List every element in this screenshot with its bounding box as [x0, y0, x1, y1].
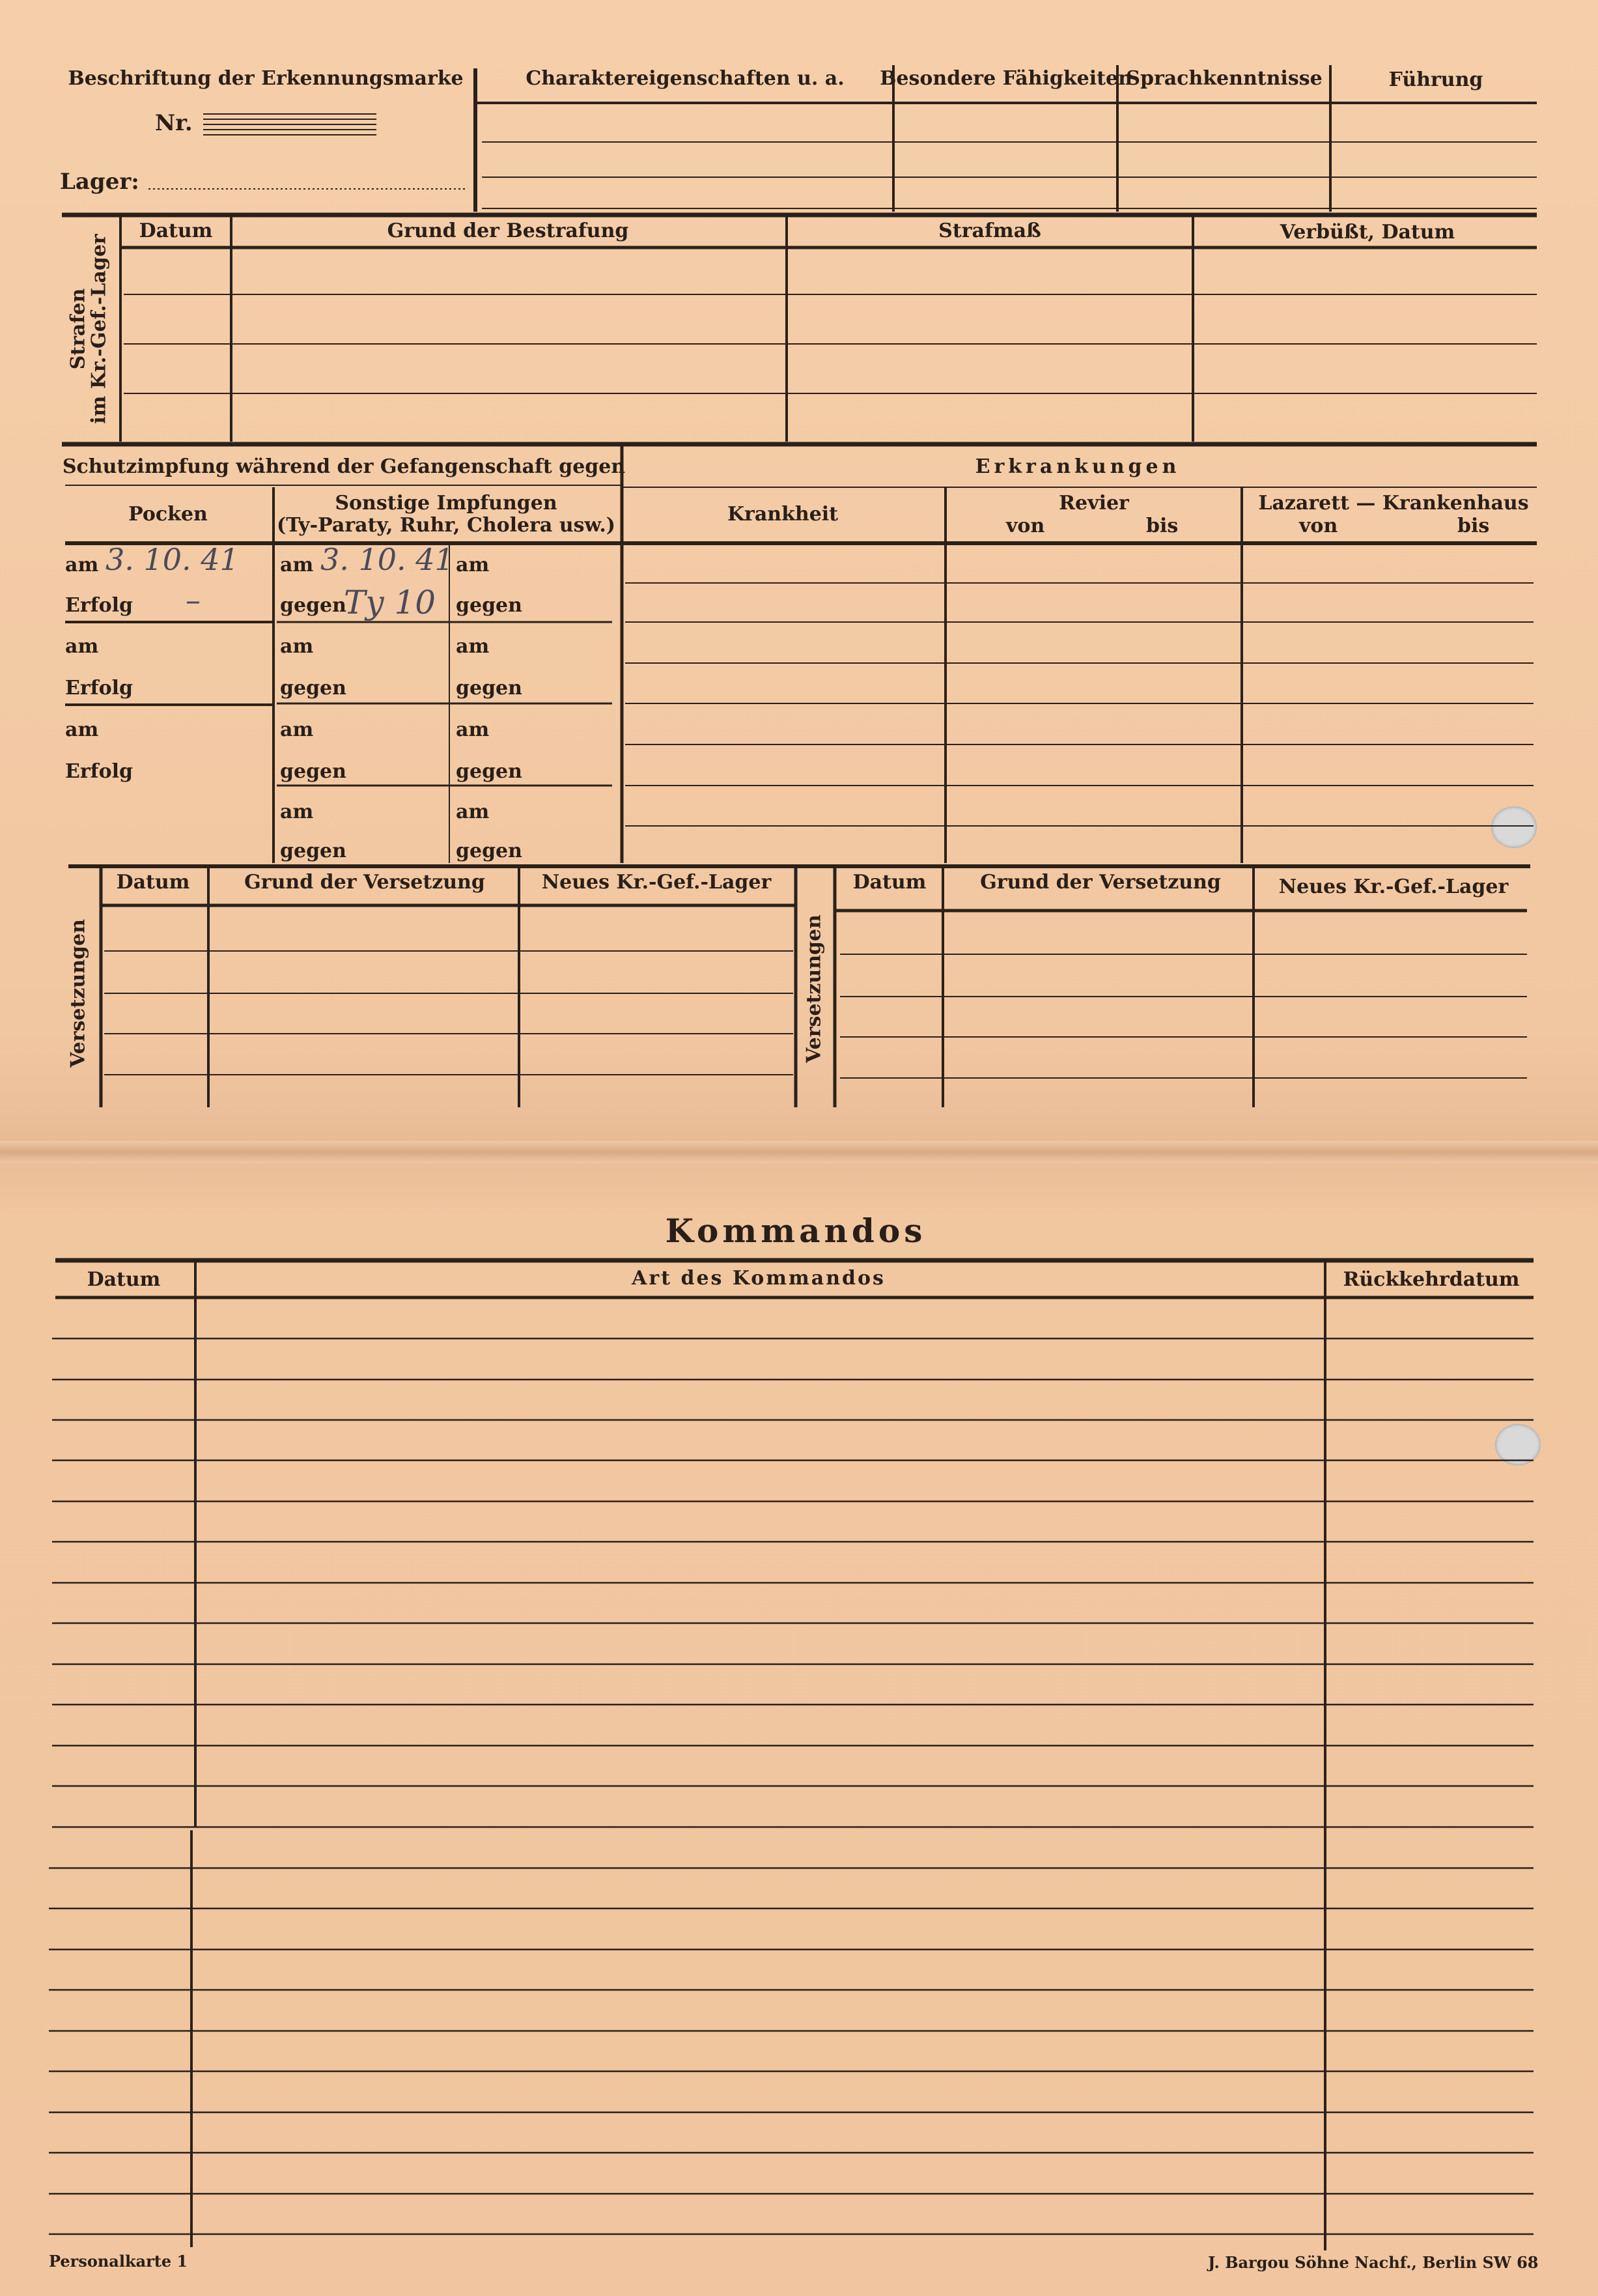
tag-label: Beschriftung der Erkennungsmarke — [68, 67, 464, 90]
transfer-col-camp: Neues Kr.-Gef.-Lager — [1278, 875, 1509, 898]
illnesses-title: Erkrankungen — [975, 455, 1181, 478]
transfer-col-camp: Neues Kr.-Gef.-Lager — [541, 871, 772, 894]
transfer-col-reason: Grund der Versetzung — [980, 871, 1221, 894]
ill-col-hospital: Lazarett — Krankenhaus — [1258, 492, 1529, 515]
punish-col-measure: Strafmaß — [938, 220, 1041, 242]
vacc-col-pox: Pocken — [128, 503, 208, 526]
other-row-label: am — [280, 554, 314, 576]
other-row-label: gegen — [280, 594, 346, 617]
ill-revier-to: bis — [1146, 515, 1179, 537]
pox-row-label: am — [65, 718, 99, 741]
other-row-label: gegen — [456, 594, 522, 617]
kommando-col-type: Art des Kommandos — [632, 1267, 886, 1290]
other-row-label: am — [456, 635, 490, 658]
punish-col-served: Verbüßt, Datum — [1280, 221, 1455, 244]
handwritten-other-date: 3. 10. 41 — [320, 542, 454, 577]
other-row-label: am — [456, 718, 490, 741]
pox-row-label: am — [65, 554, 99, 576]
col-conduct: Führung — [1388, 68, 1483, 91]
transfers-side-label-left: Versetzungen — [66, 919, 90, 1068]
kommando-col-date: Datum — [87, 1268, 161, 1291]
camp-label: Lager: — [60, 169, 139, 195]
handwritten-other-against: Ty 10 — [344, 584, 436, 621]
vaccinations-title: Schutzimpfung während der Gefangenschaft gegen — [62, 455, 626, 478]
transfer-col-date: Datum — [116, 871, 190, 894]
pox-row-label: Erfolg — [65, 594, 133, 617]
ill-hospital-to: bis — [1457, 515, 1490, 537]
other-row-label: am — [280, 635, 314, 658]
other-row-label: am — [280, 718, 314, 741]
other-row-label: gegen — [280, 677, 346, 700]
other-row-label: gegen — [280, 840, 346, 862]
punish-col-reason: Grund der Bestrafung — [387, 220, 629, 242]
pox-row-label: Erfolg — [65, 760, 133, 783]
kommandos-title: Kommandos — [665, 1212, 927, 1250]
handwritten-pox-result: – — [186, 582, 201, 617]
punishments-side-label: Strafen im Kr.-Gef.-Lager — [66, 234, 110, 424]
transfer-col-reason: Grund der Versetzung — [244, 871, 485, 894]
other-row-label: am — [456, 801, 490, 823]
transfers-side-label-right: Versetzungen — [802, 914, 826, 1063]
form-number: Personalkarte 1 — [49, 2252, 188, 2271]
ill-col-revier: Revier — [1059, 492, 1129, 515]
col-abilities: Besondere Fähigkeiten — [880, 67, 1132, 90]
other-row-label: am — [456, 554, 490, 576]
ill-revier-from: von — [1006, 515, 1045, 537]
kommando-col-return: Rückkehrdatum — [1343, 1268, 1520, 1291]
nr-label: Nr. — [155, 110, 193, 136]
other-row-label: gegen — [456, 677, 522, 700]
other-row-label: gegen — [280, 760, 346, 783]
col-languages: Sprachkenntnisse — [1126, 67, 1323, 90]
other-row-label: gegen — [456, 840, 522, 862]
pox-row-label: Erfolg — [65, 677, 133, 700]
other-row-label: gegen — [456, 760, 522, 783]
ill-col-illness: Krankheit — [727, 503, 839, 526]
transfer-col-date: Datum — [852, 871, 927, 894]
other-row-label: am — [280, 801, 314, 823]
col-character: Charaktereigenschaften u. a. — [526, 67, 845, 90]
vacc-col-other-sub: (Ty-Paraty, Ruhr, Cholera usw.) — [277, 514, 615, 537]
pox-row-label: am — [65, 635, 99, 658]
ill-hospital-from: von — [1299, 515, 1338, 537]
handwritten-pox-date: 3. 10. 41 — [105, 542, 239, 577]
printer-imprint: J. Bargou Söhne Nachf., Berlin SW 68 — [1208, 2253, 1539, 2272]
punish-col-date: Datum — [139, 220, 213, 242]
vacc-col-other: Sonstige Impfungen — [335, 492, 557, 515]
